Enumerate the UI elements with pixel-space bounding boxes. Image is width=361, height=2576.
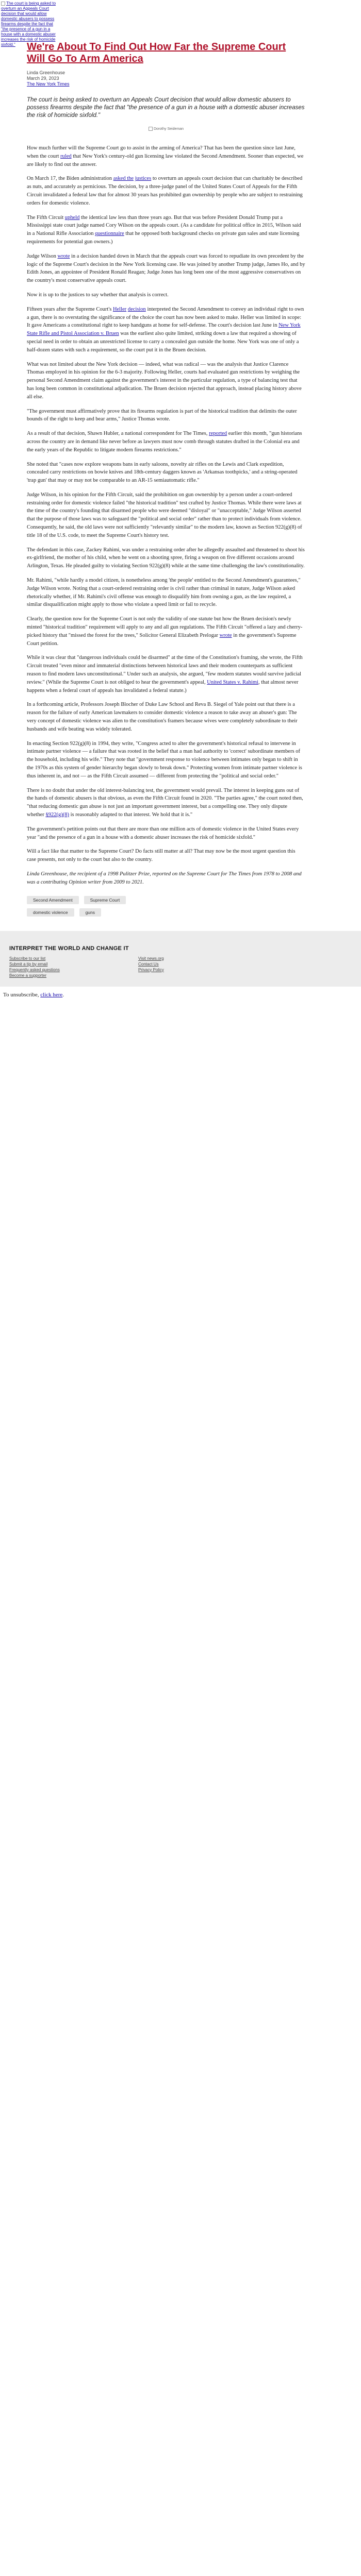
paragraph-text: that he opposed both background checks on private gun sales and state licensing requirements for potential gun owners.) [27, 231, 300, 245]
article-paragraph [27, 491, 305, 540]
paragraph-text: Judge Wilson [27, 253, 58, 259]
paragraph-text: The defendant in this case, Zackey Rahimi, was under a restraining order after he allegedly assaulted and threatened to shoot his ex-girlfriend, the mother of his child, when he went on a shooting spree, firing a weapon on five different occasions around Arlington, Texas. He pleaded guilty to violating Section 922(g)(8) while at the same time challenging the law's constitutionality. [27, 547, 305, 569]
paragraph-text: While it was clear that "dangerous individuals could be disarmed" at the time of the Constitution's framing, she wrote, the Fifth Circuit treated "even minor and immaterial distinctions between historical laws and their modern counterparts as sufficient reason to find modern laws unconstitutional." Under such an analysis, she argued, "few modern statutes would survive judicial review." (While the Supreme Court is not obliged to hear the government's appeal, [27, 655, 303, 685]
footer-link-item [9, 961, 138, 967]
paragraph-text: the identical law less than three years ago. But that was before President Donald Trump put a Mississippi state court judge named Cory Wilson on the appeals court. (As a candidate for political office in 2015, Wilson said in a National Rifle Association [27, 214, 301, 237]
footer-link-item [138, 956, 267, 961]
unsubscribe-link[interactable]: click here [40, 991, 63, 998]
paragraph-text: interpreted the Second Amendment to convey an individual right to own a gun, there is no overstating the significance of the choice the court has now been asked to make. Heller was limited in scope: It gave Americans a constitutional right to keep handguns at home for self-defense. The court's decision last June in [27, 306, 304, 329]
article-photo [27, 127, 305, 131]
article-paragraph [27, 430, 305, 454]
tag-list [27, 896, 166, 917]
article-paragraph [27, 214, 305, 246]
paragraph-text: Fifteen years after the Supreme Court's [27, 306, 113, 312]
article-paragraph [27, 615, 305, 648]
paragraph-text: The government's petition points out that there are more than one million acts of domestic violence in the United States every year "and the presence of a gun in a house with a domestic abuser increases the risk of homicide sixfold." [27, 826, 299, 840]
photo-alt-text: Dorothy Seideman [154, 127, 184, 131]
paragraph-text: in a decision handed down in March that the appeals court was forced to repudiate its own precedent by the logic of the Supreme Court's decision in the New York licensing case. He was joined by another Trump judge, James Ho, and by Edith Jones, an appointee of President Ronald Reagan; Judge Jones has long been one of the most aggressive conservatives on the country's most conservative appeals court. [27, 253, 305, 284]
inline-link[interactable]: justices [135, 176, 152, 182]
tags-area [27, 896, 305, 917]
article-paragraph [27, 654, 305, 694]
inline-link[interactable]: asked the [113, 176, 134, 182]
paragraph-text: Will a fact like that matter to the Supreme Court? Do facts still matter at all? That may now be the most urgent question this case presents, not only to the court but also to the country. [27, 849, 296, 863]
inline-link[interactable]: Heller [112, 306, 127, 312]
hero-image [0, 0, 62, 47]
unsubscribe-line [3, 992, 361, 998]
paragraph-text: In enacting Section 922(g)(8) in 1994, they write, "Congress acted to alter the government's historical refusal to intervene in intimate partner violence — a failure that was rooted in the belief that a man had authority to 'correct' subordinate members of the household, including his wife." They note that "government response to violence between intimates only began to shift in the 1970s as this system of gender hierarchy began slowly to break down." Protecting women from intimate partner violence is thus inherent in, and not — as the Fifth Circuit assumed — different from protecting the "political and social order." [27, 740, 302, 779]
paragraph-text: Judge Wilson, in his opinion for the Fifth Circuit, said the prohibition on gun ownership by a person under a court-ordered restraining order for domestic violence failed "the historical tradition" test crafted by Justice Thomas. While there were laws at the time of the country's founding that disarmed people who were deemed "disloyal" or "unacceptable," Judge Wilson asserted that the purpose of those laws was to safeguard the "political and social order" rather than to protect individuals from violence. Consequently, he said, the old laws were not sufficiently "relevantly similar" to the modern law, known as Section 922(g)(8) of title 18 of the U.S. code, to meet the Supreme Court's history test. [27, 492, 302, 538]
article-paragraph [27, 461, 305, 485]
article-paragraph [27, 848, 305, 864]
publish-date: March 29, 2023 [27, 76, 59, 81]
source-link[interactable]: The New York Times [27, 81, 70, 87]
unsubscribe-suffix: . [62, 991, 64, 998]
paragraph-text: that New York's century-old gun licensing law violated the Second Amendment. Sooner than expected, we are likely to find out the answer. [27, 153, 304, 167]
footer-links [9, 956, 319, 978]
footer-column-2 [138, 956, 267, 978]
article-title[interactable]: We're About To Find Out How Far the Supreme Court Will Go To Arm America [27, 41, 286, 64]
broken-image-icon [1, 2, 5, 6]
article-paragraph [27, 175, 305, 207]
article-paragraph [27, 291, 305, 299]
article-paragraph [27, 144, 305, 168]
paragraph-text: is reasonably adapted to that interest. We hold that it is." [69, 811, 193, 818]
paragraph-text: She noted that "cases now explore weapons bans in early saloons, novelty air rifles on the Lewis and Clark expedition, concealed carry restrictions on bowie knives and 18th-century daggers known as 'Arkansas toothpicks,' and a string-operated 'trap gun' that may or may not be comparable to an AR-15 semiautomatic rifle." [27, 461, 298, 484]
paragraph-text: "The government must affirmatively prove that its firearms regulation is part of the historical tradition that delimits the outer bounds of the right to keep and bear arms," Justice Thomas wrote. [27, 408, 297, 422]
footer-link[interactable]: Visit news.org [138, 956, 164, 961]
footer-link-item [9, 973, 138, 978]
inline-link[interactable]: §922(g)(8) [45, 811, 69, 818]
footer-link[interactable]: Contact Us [138, 961, 159, 967]
paragraph-text: In a forthcoming article, Professors Joseph Blocher of Duke Law School and Reva B. Siegel of Yale point out that there is a reason for the failure of early American lawmakers to consider domestic violence a reason to take away an abuser's gun: The very concept of domestic violence was alien to the constitution's framers because wives were completely subordinate to their husbands and wife beating was widely tolerated. [27, 702, 298, 732]
inline-link[interactable]: ruled [60, 153, 72, 159]
footer-heading: INTERPRET THE WORLD AND CHANGE IT [9, 945, 129, 952]
article-paragraph [27, 361, 305, 401]
article-paragraph [27, 306, 305, 354]
author: Linda Greenhouse [27, 70, 65, 75]
paragraph-text: Now it is up to the justices to say whether that analysis is correct. [27, 292, 169, 298]
topic-tag[interactable]: guns [79, 908, 101, 917]
article-paragraph [27, 787, 305, 819]
inline-link[interactable]: United States v. Rahimi [207, 679, 258, 685]
paragraph-text: in the government's Supreme Court petition. [27, 632, 297, 647]
article-paragraph [27, 701, 305, 733]
inline-link[interactable]: questionnaire [95, 231, 124, 237]
footer-link[interactable]: Subscribe to our list [9, 956, 46, 961]
footer-column-1 [9, 956, 138, 978]
article-lede: The court is being asked to overturn an Appeals Court decision that would allow domestic abusers to possess firearms despite the fact that "the presence of a gun in a house with a domestic abuser increases the risk of homicide sixfold." [27, 97, 305, 118]
topic-tag[interactable]: Second Amendment [27, 896, 79, 904]
footer-link[interactable]: Frequently asked questions [9, 967, 60, 972]
inline-link[interactable]: upheld [64, 214, 80, 221]
topic-tag[interactable]: domestic violence [27, 908, 74, 917]
inline-link[interactable]: decision [127, 306, 146, 312]
paragraph-text: The Fifth Circuit [27, 214, 65, 221]
inline-link[interactable]: reported [209, 431, 227, 437]
article-body [27, 144, 305, 887]
paragraph-text: As a result of that decision, Shawn Hubler, a national correspondent for The Times, [27, 431, 209, 437]
paragraph-text: How much further will the Supreme Court go to assist in the arming of America? That has been the question since last June, when the court [27, 145, 296, 159]
article-header [27, 0, 305, 131]
broken-image-icon [149, 127, 153, 131]
paragraph-text: was the earliest also quite limited, striking down a law that required a showing of special need in order to obtain an unrestricted license to carry a concealed gun outside the home. New York was one of only a half-dozen states with such a requirement, so the court put it in the Bruen decision. [27, 331, 299, 353]
footer-link-item [138, 967, 267, 973]
paragraph-text: Mr. Rahimi, "while hardly a model citizen, is nonetheless among 'the people' entitled to the Second Amendment's guarantees," Judge Wilson wrote. Noting that a court-ordered restraining order is civil rather than criminal in nature, Judge Wilson asked rhetorically whether, if Mr. Rahimi's civil offense was enough to disqualify him from owning a gun, as the law required, a similar disqualification might apply to those who violate a speed limit or fail to recycle. [27, 578, 301, 608]
paragraph-text: There is no doubt that under the old interest-balancing test, the government would prevail. The interest in keeping guns out of the hands of domestic abusers is that obvious, as even the Fifth Circuit found in 2020. "The parties agree," the court noted then, "that reducing domestic gun abuse is not just an important government interest, but a compelling one. They only dispute whether [27, 787, 303, 818]
paragraph-text: What was not limited about the New York decision — indeed, what was radical — was the analysis that Justice Clarence Thomas employed in his opinion for the 6-3 majority. Following Heller, courts had evaluated gun restrictions by weighing the personal Second Amendment claim against the government's interest in the particular regulation, a type of balancing test that has long been common in constitutional adjudication. The Bruen decision rejected that approach, instead placing history above all else. [27, 361, 302, 400]
hero-image-alt-text: The court is being asked to overturn an Appeals Court decision that would allow domestic abusers to possess firearms despite the fact that "the presence of a gun in a house with a domestic abuser increases the risk of homicide sixfold." [1, 1, 56, 47]
inline-link[interactable]: wrote [219, 632, 232, 638]
paragraph-text: Linda Greenhouse, the recipient of a 1998 Pulitzer Prize, reported on the Supreme Court for The Times from 1978 to 2008 and was a contributing Opinion writer from 2009 to 2021. [27, 871, 302, 885]
footer-link[interactable]: Submit a tip by email [9, 961, 48, 967]
footer [0, 931, 361, 987]
footer-link-item [9, 956, 138, 961]
footer-link[interactable]: Become a supporter [9, 973, 47, 978]
inline-link[interactable]: New York State Rifle and Pistol Association v. Bruen [27, 323, 301, 337]
topic-tag[interactable]: Supreme Court [84, 896, 126, 904]
paragraph-text: On March 17, the Biden administration [27, 176, 113, 182]
article-paragraph [27, 252, 305, 285]
article-paragraph [27, 546, 305, 570]
article-paragraph [27, 577, 305, 609]
footer-link-item [138, 961, 267, 967]
unsubscribe-prefix: To unsubscribe, [3, 991, 41, 998]
footer-link[interactable]: Privacy Policy [138, 967, 164, 972]
inline-link[interactable]: wrote [57, 253, 70, 259]
article-paragraph [27, 870, 305, 887]
paragraph-text: earlier this month, "gun historians across the country are in demand like never before as lawyers must now comb through statutes drafted in the Colonial era and the early years of the Republic to litigate modern firearms restrictions." [27, 431, 302, 453]
paragraph-text: to overturn an appeals court decision that can charitably be described as nuts, and accurately as pernicious. The decision, by a three-judge panel of the United States Court of Appeals for the Fifth Circuit invalidated a federal law that for almost 30 years has prohibited gun ownership by people who are subject to restraining orders for domestic violence. [27, 176, 303, 206]
article-paragraph [27, 825, 305, 842]
footer-link-item [9, 967, 138, 973]
page [0, 0, 361, 1005]
article-paragraph [27, 740, 305, 781]
article-paragraph [27, 408, 305, 424]
paragraph-text: Clearly, the question now for the Supreme Court is not only the validity of one statute but how the Bruen decision's newly minted "historical tradition" requirement will apply to any and all gun regulations. The Fifth Circuit "offered a lazy and cherry-picked history that "missed the forest for the trees," Solicitor General Elizabeth Prelogar [27, 616, 303, 638]
paragraph-text: , that almost never happens when a federal court of appeals has invalidated a federal statute.) [27, 679, 299, 693]
